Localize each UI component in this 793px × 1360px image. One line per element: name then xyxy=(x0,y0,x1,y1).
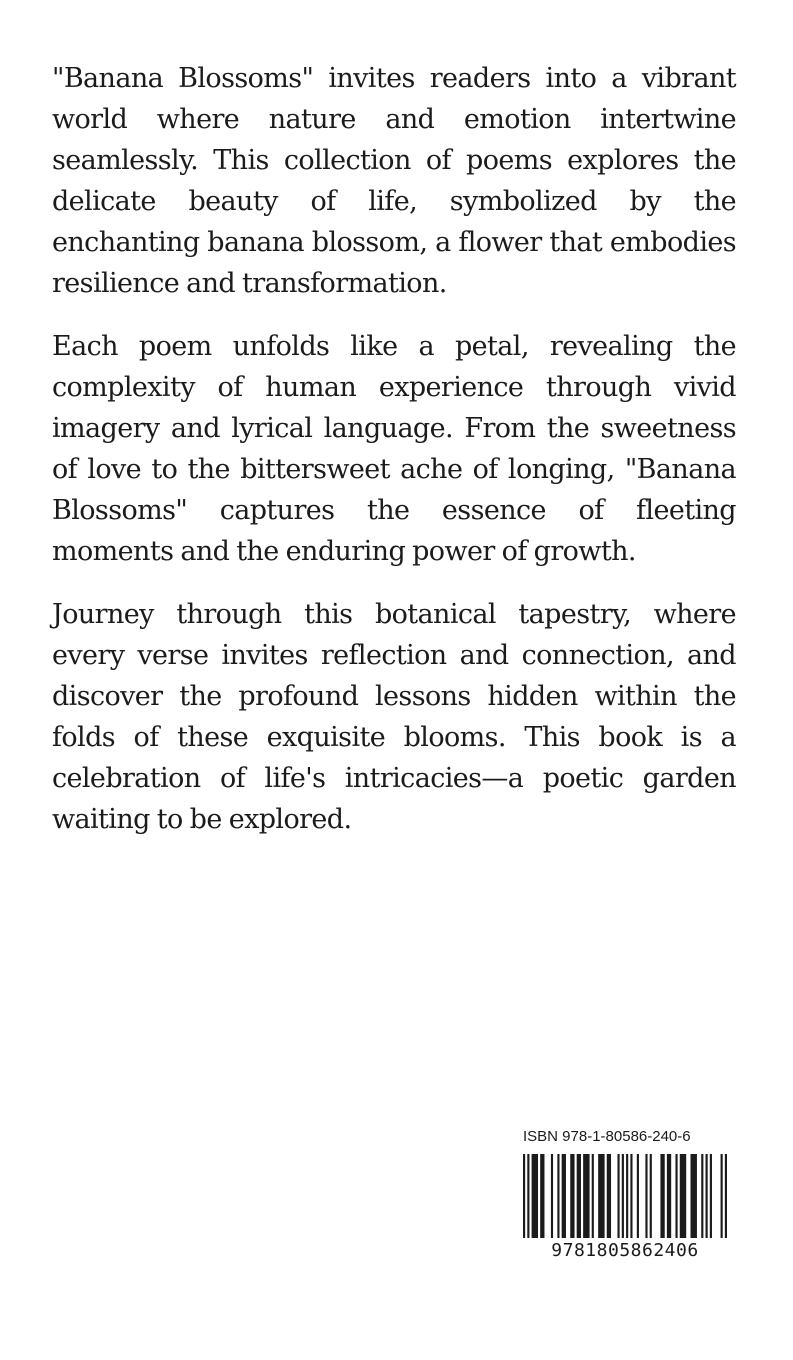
blurb-paragraph-1: "Banana Blossoms" invites readers into a vibrant world where nature and emotion intertwine seamlessly. This collection of poems explores the delicate beauty of life, symbolized by the enchanting banana blossom, a flower that embodies resilience and transformation. xyxy=(52,63,736,299)
blurb-paragraph-3: Journey through this botanical tapestry, where every verse invites reflection and connection, and discover the profound lessons hidden within the folds of these exquisite blooms. This book is a celebration of life's intricacies—a poetic garden waiting to be explored. xyxy=(52,599,736,835)
blurb-paragraph-2: Each poem unfolds like a petal, revealing the complexity of human experience through vivid imagery and lyrical language. From the sweetness of love to the bittersweet ache of longing, "Banana Blossoms" captures the essence of fleeting moments and the enduring power of growth. xyxy=(52,331,736,567)
barcode-bar xyxy=(690,1154,696,1238)
barcode-bar xyxy=(675,1154,677,1238)
barcode-bar xyxy=(592,1154,594,1238)
barcode-bar xyxy=(637,1154,639,1238)
barcode-bar xyxy=(551,1154,553,1238)
barcode-bar xyxy=(725,1154,727,1238)
barcode-bar xyxy=(523,1154,525,1238)
barcode-bar xyxy=(527,1154,529,1238)
barcode-bar xyxy=(701,1154,703,1238)
barcode-digits: 9781805862406 xyxy=(551,1240,699,1261)
barcode-bar xyxy=(667,1154,671,1238)
barcode-bar xyxy=(645,1154,647,1238)
barcode-bar xyxy=(721,1154,723,1238)
barcode-bar xyxy=(622,1154,624,1238)
barcode-bar xyxy=(630,1154,632,1238)
barcode-bar xyxy=(577,1154,581,1238)
barcode-bar xyxy=(650,1154,652,1238)
barcode-bar xyxy=(598,1154,604,1238)
barcode-bar xyxy=(570,1154,574,1238)
barcode-bar xyxy=(562,1154,566,1238)
barcode-bar xyxy=(660,1154,664,1238)
isbn-barcode-block xyxy=(519,1128,733,1270)
barcode-bar xyxy=(626,1154,628,1238)
barcode-bar xyxy=(540,1154,544,1238)
cover-blurb xyxy=(52,58,736,862)
barcode-bar xyxy=(706,1154,708,1238)
barcode-bar xyxy=(710,1154,712,1238)
isbn-label: ISBN 978-1-80586-240-6 xyxy=(523,1128,691,1145)
barcode-bar xyxy=(617,1154,619,1238)
barcode-bar xyxy=(532,1154,538,1238)
barcode-icon xyxy=(523,1154,727,1238)
barcode-bar xyxy=(557,1154,559,1238)
barcode-bar xyxy=(583,1154,589,1238)
barcode-bar xyxy=(680,1154,686,1238)
barcode-bar xyxy=(607,1154,611,1238)
